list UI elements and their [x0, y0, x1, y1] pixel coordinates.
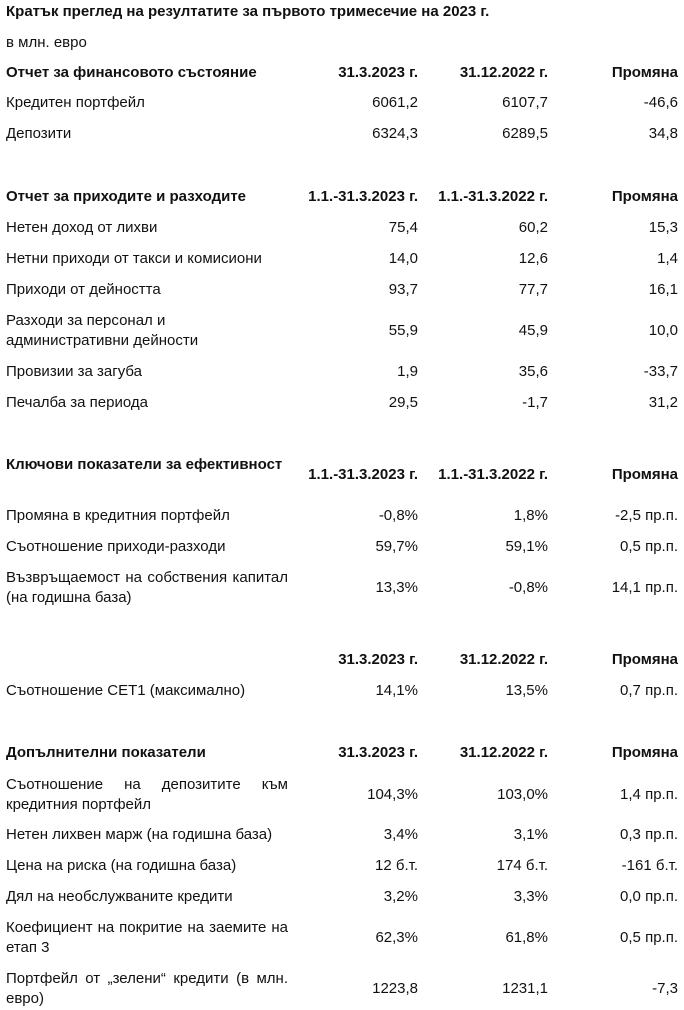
report-title: Кратък преглед на резултатите за първото тримесечие на 2023 г.: [6, 3, 490, 20]
row-value-change: -2,5 пр.п.: [615, 507, 678, 524]
row-value-current: 1223,8: [372, 980, 418, 997]
row-value-change: 1,4 пр.п.: [620, 786, 678, 803]
row-value-current: 14,0: [388, 250, 418, 267]
header-label: Отчет за финансовото състояние: [6, 64, 257, 81]
header-col-change: Промяна: [611, 651, 678, 668]
row-label: Провизии за загуба: [6, 363, 142, 380]
row-value-previous: 61,8%: [505, 929, 548, 946]
row-label: Цена на риска (на годишна база): [6, 857, 237, 874]
row-value-current: 104,3%: [367, 786, 418, 803]
header-col-previous: 31.12.2022 г.: [459, 744, 548, 761]
row-value-current: 62,3%: [375, 929, 418, 946]
row-label: Кредитен портфейл: [6, 94, 145, 111]
row-value-previous: 174 б.т.: [496, 857, 548, 874]
row-value-change: 34,8: [648, 125, 678, 142]
row-value-current: 6324,3: [372, 125, 418, 142]
row-label: Разходи за персонал и административни дейности: [6, 312, 199, 349]
row-label: Депозити: [6, 125, 72, 142]
header-col-previous: 1.1.-31.3.2022 г.: [438, 466, 548, 483]
row-value-current: 93,7: [388, 281, 418, 298]
row-label: Съотношение приходи-разходи: [6, 538, 226, 555]
row-label: Нетни приходи от такси и комисиони: [6, 250, 262, 267]
row-value-current: 1,9: [397, 363, 418, 380]
row-value-change: 1,4: [657, 250, 678, 267]
row-value-previous: 3,3%: [513, 888, 548, 905]
row-value-previous: 59,1%: [505, 538, 548, 555]
row-value-current: 12 б.т.: [375, 857, 418, 874]
header-col-change: Промяна: [611, 64, 678, 81]
row-value-current: 14,1%: [375, 682, 418, 699]
row-value-current: 55,9: [388, 322, 418, 339]
row-label: Нетен доход от лихви: [6, 219, 158, 236]
row-value-previous: -1,7: [522, 394, 548, 411]
header-label: Отчет за приходите и разходите: [6, 188, 247, 205]
row-value-change: 15,3: [648, 219, 678, 236]
row-value-change: 0,7 пр.п.: [620, 682, 678, 699]
row-value-change: 0,3 пр.п.: [620, 826, 678, 843]
row-value-change: 0,5 пр.п.: [620, 929, 678, 946]
row-value-previous: 6289,5: [502, 125, 548, 142]
row-label: Печалба за периода: [6, 394, 148, 411]
row-value-current: 59,7%: [375, 538, 418, 555]
row-label: Възвръщаемост на собствения капитал (на годишна база): [6, 569, 288, 606]
row-value-previous: -0,8%: [508, 579, 548, 596]
row-value-previous: 3,1%: [513, 826, 548, 843]
row-value-previous: 103,0%: [497, 786, 548, 803]
row-value-previous: 13,5%: [505, 682, 548, 699]
row-value-previous: 77,7: [518, 281, 548, 298]
row-value-change: 31,2: [648, 394, 678, 411]
row-value-change: 0,0 пр.п.: [620, 888, 678, 905]
header-col-change: Промяна: [611, 188, 678, 205]
row-label: Съотношение CET1 (максимално): [6, 682, 246, 699]
header-col-change: Промяна: [611, 744, 678, 761]
row-value-change: 16,1: [648, 281, 678, 298]
row-value-previous: 1,8%: [513, 507, 548, 524]
row-value-previous: 6107,7: [502, 94, 548, 111]
row-value-current: 6061,2: [372, 94, 418, 111]
row-value-change: -7,3: [652, 980, 678, 997]
header-col-previous: 31.12.2022 г.: [459, 651, 548, 668]
header-col-previous: 31.12.2022 г.: [459, 64, 548, 81]
row-label: Портфейл от „зелени“ кредити (в млн. евро): [6, 970, 288, 1007]
unit-label: в млн. евро: [6, 34, 87, 51]
header-col-current: 1.1.-31.3.2023 г.: [308, 466, 418, 483]
row-label: Приходи от дейността: [6, 281, 161, 298]
row-value-change: -46,6: [643, 94, 678, 111]
row-value-previous: 1231,1: [502, 980, 548, 997]
row-label: Дял на необслужваните кредити: [6, 888, 233, 905]
row-value-previous: 45,9: [518, 322, 548, 339]
row-value-current: -0,8%: [378, 507, 418, 524]
row-value-current: 29,5: [388, 394, 418, 411]
row-value-change: -33,7: [643, 363, 678, 380]
row-value-change: -161 б.т.: [621, 857, 678, 874]
row-label: Съотношение на депозитите към кредитния портфейл: [6, 776, 288, 813]
header-col-previous: 1.1.-31.3.2022 г.: [438, 188, 548, 205]
header-label: Ключови показатели за ефективност: [6, 456, 283, 473]
row-label: Коефициент на покритие на заемите на етап 3: [6, 919, 288, 956]
row-value-current: 13,3%: [375, 579, 418, 596]
row-label: Нетен лихвен марж (на годишна база): [6, 826, 273, 843]
row-value-current: 3,4%: [383, 826, 418, 843]
section-header: [0, 62, 684, 84]
header-col-current: 31.3.2023 г.: [338, 64, 418, 81]
header-label: Допълнителни показатели: [6, 744, 206, 761]
row-value-current: 3,2%: [383, 888, 418, 905]
row-value-previous: 12,6: [518, 250, 548, 267]
header-col-current: 1.1.-31.3.2023 г.: [308, 188, 418, 205]
header-col-change: Промяна: [611, 466, 678, 483]
row-label: Промяна в кредитния портфейл: [6, 507, 230, 524]
row-value-change: 14,1 пр.п.: [611, 579, 678, 596]
row-value-previous: 35,6: [518, 363, 548, 380]
row-value-previous: 60,2: [518, 219, 548, 236]
header-col-current: 31.3.2023 г.: [338, 744, 418, 761]
row-value-change: 0,5 пр.п.: [620, 538, 678, 555]
row-value-current: 75,4: [388, 219, 418, 236]
header-col-current: 31.3.2023 г.: [338, 651, 418, 668]
row-value-change: 10,0: [648, 322, 678, 339]
